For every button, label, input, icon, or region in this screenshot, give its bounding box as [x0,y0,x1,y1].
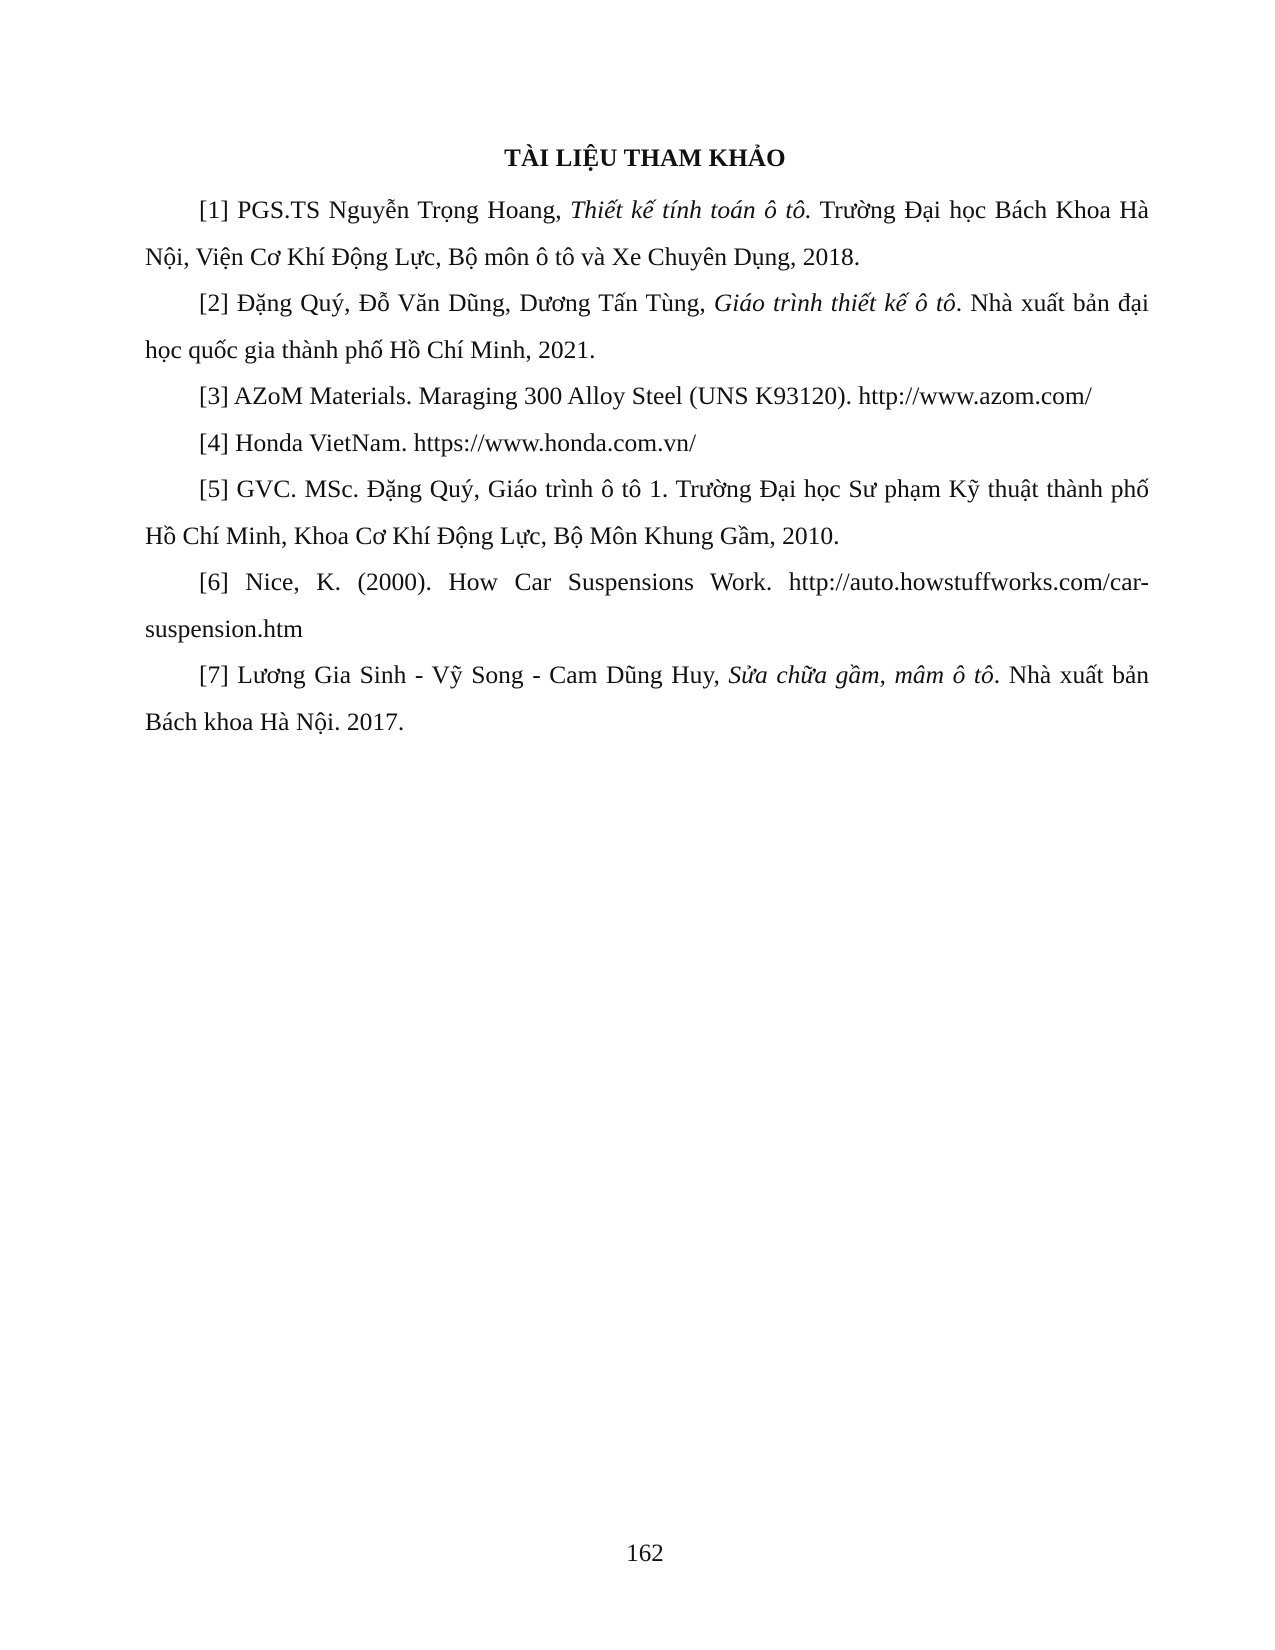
page-title: TÀI LIỆU THAM KHẢO [504,145,786,172]
reference-text: Trường Đại học Bách Khoa Hà Nội, Viện Cơ Khí Động Lực, Bộ môn ô tô và Xe Chuyên Dụng, 2018. [145,195,1149,271]
reference-text: [5] GVC. MSc. Đặng Quý, Giáo trình ô tô 1. Trường Đại học Sư phạm Kỹ thuật thành phố Hồ Chí Minh, Khoa Cơ Khí Động Lực, Bộ Môn Khung Gầm, 2010. [145,474,1149,550]
reference-text: [4] Honda VietNam. https://www.honda.com.vn/ [199,427,697,457]
reference-title: Thiết kế tính toán ô tô. [570,195,812,224]
reference-item-6 [145,559,1149,652]
reference-item-2 [145,280,1149,373]
reference-item-4 [145,420,1149,467]
reference-text: [3] AZoM Materials. Maraging 300 Alloy Steel (UNS K93120). http://www.azom.com/ [199,381,1092,410]
reference-list [145,187,1149,745]
reference-text: [7] Lương Gia Sinh - Vỹ Song - Cam Dũng Huy, [199,660,729,689]
reference-item-7 [145,652,1149,745]
reference-text: [2] Đặng Quý, Đỗ Văn Dũng, Dương Tấn Tùng, [199,288,714,317]
reference-text: [1] PGS.TS Nguyễn Trọng Hoang, [199,195,571,224]
reference-item-3 [145,373,1149,420]
page-number: 162 [626,1540,664,1567]
reference-item-1 [145,187,1149,280]
reference-title: Sửa chữa gầm, mâm ô tô [728,660,994,689]
reference-text: . Nhà xuất bản đại học quốc gia thành phố Hồ Chí Minh, 2021. [145,288,1149,364]
reference-title: Giáo trình thiết kế ô tô [713,288,956,317]
reference-text: . Nhà xuất bản Bách khoa Hà Nội. 2017. [145,660,1150,736]
reference-text: [6] Nice, K. (2000). How Car Suspensions Work. http://auto.howstuffworks.com/car-suspension.htm [145,567,1149,643]
reference-item-5 [145,466,1149,559]
